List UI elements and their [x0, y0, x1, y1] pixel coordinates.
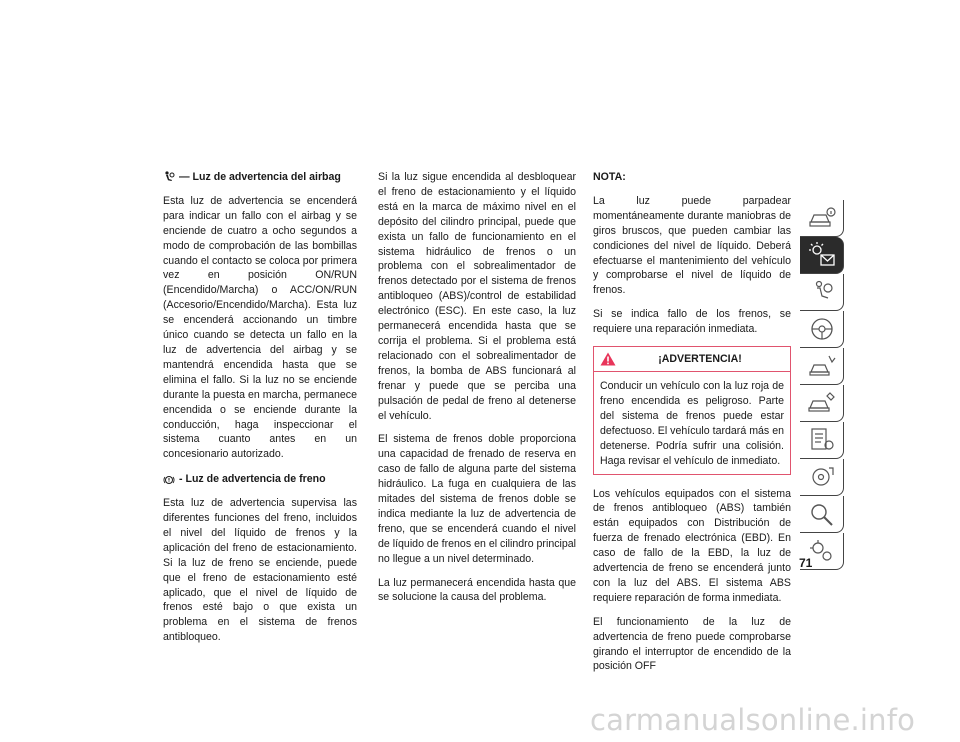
car-crash-icon	[807, 352, 837, 380]
dual-brake-paragraph: El sistema de frenos doble proporciona una capacidad de frenado de reserva en caso de fallo de alguna parte del sistema hidráulico. La fuga en cualquiera de las mitades del sistema de frenos doble se indica mediante la luz de advertencia de freno, que se encenderá cuando el nivel de líquido de frenos en el cilindro principal no llegue a un nivel determinado.	[378, 433, 576, 565]
brake-check-paragraph: El funcionamiento de la luz de advertencia de freno puede comprobarse girando el interruptor de encendido de la posición OFF	[593, 615, 791, 673]
airbag-paragraph: Esta luz de advertencia se encenderá para indicar un fallo con el airbag y se enciende de cuatro a ocho segundos a modo de comprobación de las bombillas cuando el contacto se coloca por primera vez en posición ON/RUN (Encendido/Marcha) o ACC/ON/RUN (Accesorio/Encendido/Marcha). Esta luz se encenderá accionando un timbre único cuando se detecta un fallo en la luz de advertencia del airbag y se mantendrá encendida hasta que se elimina el fallo. Si la luz no se enciende durante la puesta en marcha, permanece encendida o se enciende durante la conducción, haga inspeccionar el sistema cuanto antes en un concesionario autorizado.	[163, 194, 357, 461]
brake-section-heading	[163, 472, 357, 487]
note-label: NOTA:	[593, 171, 626, 183]
brake-light-persist-paragraph: Si la luz sigue encendida al desbloquear el freno de estacionamiento y el líquido está en la marca de máximo nivel en el depósito del cilindro principal, puede que exista un fallo de funcionamiento en el sistema hidráulico de frenos o un problema con el sobrealimentador de frenos detectado por el sistema de frenos antibloqueo (ABS)/control de estabilidad electrónico (ESC). En este caso, la luz permanecerá encendida hasta que se corrija el problema. Si el problema está relacionado con el sobrealimentador de frenos, la bomba de ABS funcionará al frenar y puede que se perciba una pulsación de pedal de freno al detenerse el vehículo.	[378, 171, 576, 422]
tab-airbag-safety[interactable]	[800, 274, 844, 311]
car-service-icon	[807, 389, 837, 417]
brake-warning-icon	[163, 474, 175, 486]
warning-header	[594, 347, 790, 372]
airbag-heading-text: — Luz de advertencia del airbag	[179, 171, 341, 183]
watermark: carmanualsonline.info	[590, 703, 916, 737]
tab-maintenance-list[interactable]	[800, 422, 844, 459]
airbag-section-heading	[163, 170, 357, 185]
page-number: 71	[799, 556, 813, 570]
warning-box	[593, 346, 791, 474]
chapter-tab-rail	[800, 200, 844, 570]
brake-heading-text: - Luz de advertencia de freno	[179, 473, 326, 486]
steering-wheel-icon	[807, 315, 837, 343]
column-2	[378, 170, 576, 614]
car-info-icon	[807, 204, 837, 232]
column-1	[163, 170, 357, 654]
dashboard-lights-icon	[807, 241, 837, 269]
tab-search[interactable]	[800, 496, 844, 533]
warning-title: ¡ADVERTENCIA!	[658, 352, 742, 365]
note-text: La luz puede parpadear momentáneamente durante maniobras de giros bruscos, que pueden cambiar las condiciones del nivel de líquido. Deberá efectuarse el mantenimiento del vehículo y comprobarse el nivel de líquido de frenos.	[593, 194, 791, 297]
search-icon	[807, 500, 837, 528]
brake-failure-paragraph: Si se indica fallo de los frenos, se requiere una reparación inmediata.	[593, 308, 791, 336]
abs-ebd-paragraph: Los vehículos equipados con el sistema de frenos antibloqueo (ABS) también están equipados con Distribución de fuerza de frenado electrónica (EBD). En caso de fallo de la EBD, la luz de advertencia de freno se encenderá junto con la luz del ABS. El sistema ABS requiere reparación de forma inmediata.	[593, 487, 791, 604]
warning-triangle-icon	[600, 352, 616, 366]
tab-dashboard-lights[interactable]	[800, 237, 844, 274]
maintenance-list-icon	[807, 426, 837, 454]
tab-multimedia[interactable]	[800, 459, 844, 496]
tab-steering-wheel[interactable]	[800, 311, 844, 348]
airbag-warning-icon	[163, 171, 175, 183]
multimedia-icon	[807, 463, 837, 491]
tab-car-info[interactable]	[800, 200, 844, 237]
column-3	[593, 170, 791, 674]
warning-text: Conducir un vehículo con la luz roja de freno encendida es peligroso. Parte del sistema de frenos puede estar defectuoso. El vehículo tardará más en detenerse. Podría sufrir una colisión. Haga revisar el vehículo de inmediato.	[600, 380, 784, 467]
airbag-safety-icon	[807, 278, 837, 306]
tab-car-service[interactable]	[800, 385, 844, 422]
brake-paragraph: Esta luz de advertencia supervisa las diferentes funciones del freno, incluidos el nivel del líquido de frenos y la aplicación del freno de estacionamiento. Si la luz de freno se enciende, puede que el freno de estacionamiento esté aplicado, que el nivel de líquido de frenos esté bajo o que exista un problema en el sistema de frenos antibloqueo.	[163, 497, 357, 644]
tab-car-crash[interactable]	[800, 348, 844, 385]
light-stays-on-paragraph: La luz permanecerá encendida hasta que se solucione la causa del problema.	[378, 576, 576, 604]
